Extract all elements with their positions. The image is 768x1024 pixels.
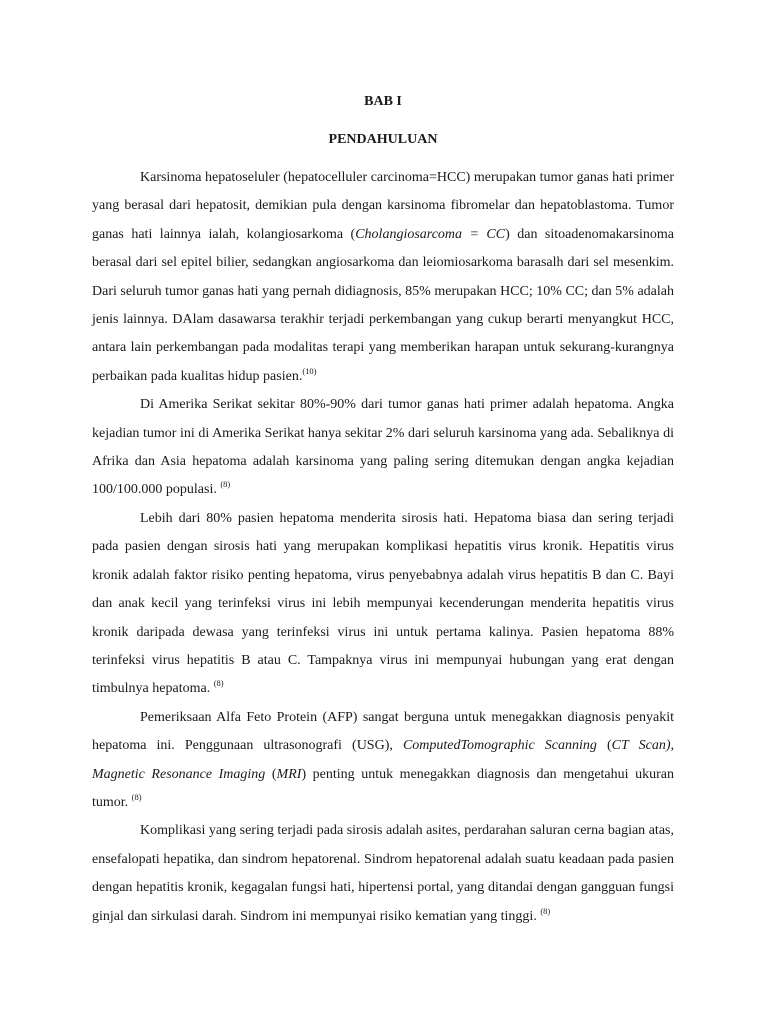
body-paragraph bbox=[92, 817, 674, 931]
paragraph-text: Lebih dari 80% pasien hepatoma menderita sirosis hati. Hepatoma biasa dan sering terjadi pada pasien dengan sirosis hati yang merupakan komplikasi hepatitis virus kronik. Hepatitis virus kronik adalah faktor risiko penting hepatoma, virus penyebabnya adalah virus hepatitis B dan C. Bayi dan anak kecil yang terinfeksi virus ini lebih mempunyai kecenderungan menderita hepatitis virus kronik daripada dewasa yang terinfeksi virus ini untuk pertama kalinya. Pasien hepatoma 88% terinfeksi virus hepatitis B atau C. Tampaknya virus ini mempunyai hubungan yang erat dengan timbulnya hepatoma. bbox=[92, 510, 674, 697]
paragraph-text: Komplikasi yang sering terjadi pada sirosis adalah asites, perdarahan saluran cerna bagian atas, ensefalopati hepatika, dan sindrom hepatorenal. Sindrom hepatorenal adalah suatu keadaan pada pasien dengan hepatitis kronik, kegagalan fungsi hati, hipertensi portal, yang ditandai dengan gangguan fungsi ginjal dan sirkulasi darah. Sindrom ini mempunyai risiko kematian yang tinggi. bbox=[92, 823, 674, 924]
italic-term: ComputedTomographic Scanning bbox=[402, 738, 597, 754]
chapter-number: BAB I bbox=[364, 94, 402, 109]
paragraph-text: Pemeriksaan Alfa Feto Protein (AFP) sangat berguna untuk menegakkan diagnosis penyakit hepatoma ini. Penggunaan ultrasonografi (USG), bbox=[92, 709, 674, 754]
body-paragraph bbox=[92, 505, 674, 704]
chapter-title: PENDAHULUAN bbox=[328, 132, 438, 147]
reference-marker: (8) bbox=[213, 678, 224, 689]
paragraph-text: ( bbox=[596, 738, 612, 754]
italic-term: Cholangiosarcoma = CC bbox=[355, 226, 506, 242]
reference-marker: (8) bbox=[540, 905, 551, 916]
paragraph-text: ) dan sitoadenomakarsinoma berasal dari sel epitel bilier, sedangkan angiosarkoma dan leiomiosarkoma barasalh dari sel mesenkim. Dari seluruh tumor ganas hati yang pernah didiagnosis, 85% merupakan HCC; 10% CC; dan 5% adalah jenis lainnya. DAlam dasawarsa terakhir terjadi perkembangan yang cukup berarti menyangkut HCC, antara lain perkembangan pada modalitas terapi yang memberikan harapan untuk sekurang-kurangnya perbaikan pada kualitas hidup pasien. bbox=[92, 226, 674, 384]
body-paragraph bbox=[92, 164, 674, 391]
body-paragraph bbox=[92, 391, 674, 505]
document-page bbox=[92, 92, 674, 931]
body-paragraph bbox=[92, 704, 674, 818]
reference-marker: (8) bbox=[220, 479, 231, 490]
paragraph-text: ) penting untuk menegakkan diagnosis dan mengetahui ukuran tumor. bbox=[92, 766, 674, 810]
paragraph-text: Karsinoma hepatoseluler (hepatocelluler carcinoma=HCC) merupakan tumor ganas hati primer yang berasal dari hepatosit, demikian pula dengan karsinoma fibromelar dan hepatoblastoma. Tumor ganas hati lainnya ialah, kolangiosarkoma ( bbox=[92, 170, 674, 242]
body-text bbox=[92, 164, 674, 931]
paragraph-text: ( bbox=[265, 766, 277, 782]
italic-term: MRI bbox=[276, 766, 302, 782]
paragraph-text: Di Amerika Serikat sekitar 80%-90% dari tumor ganas hati primer adalah hepatoma. Angka kejadian tumor ini di Amerika Serikat hanya sekitar 2% dari seluruh karsinoma yang ada. Sebaliknya di Afrika dan Asia hepatoma adalah karsinoma yang paling sering ditemukan dengan angka kejadian 100/100.000 populasi. bbox=[92, 397, 674, 498]
reference-marker: (10) bbox=[302, 365, 317, 376]
reference-marker: (8) bbox=[131, 791, 142, 802]
italic-term: CT Scan), Magnetic Resonance Imaging bbox=[92, 738, 674, 782]
